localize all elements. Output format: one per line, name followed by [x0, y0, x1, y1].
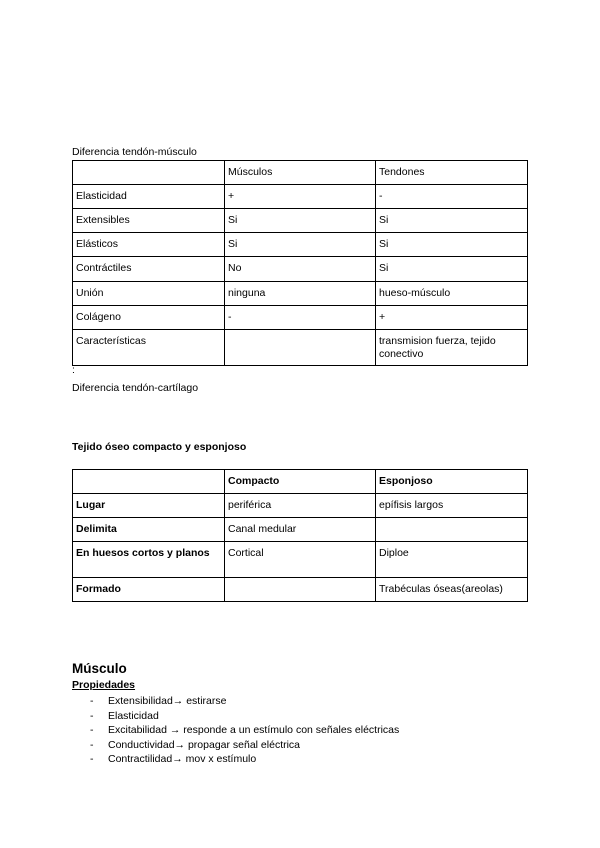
table-row [73, 257, 528, 282]
table-cell: Si [376, 209, 528, 233]
list-item-text: Elasticidad [108, 709, 159, 722]
table-cell: Si [225, 209, 376, 233]
bone-table-title: Tejido óseo compacto y esponjoso [72, 441, 247, 453]
table-cell: - [225, 306, 376, 330]
table-row [73, 306, 528, 330]
table-cell: Si [376, 257, 528, 282]
table-cell: Elásticos [73, 233, 225, 257]
table-cell: Si [376, 233, 528, 257]
table-cell: Diploe [376, 542, 528, 578]
table-header-cell [73, 161, 225, 185]
bone-tissue-table [72, 469, 528, 602]
list-item [72, 694, 399, 709]
table-row [73, 494, 528, 518]
bullet-dash: - [90, 753, 94, 766]
table-cell: Si [225, 233, 376, 257]
table-header-cell: Tendones [376, 161, 528, 185]
table-cell [225, 330, 376, 366]
list-item-text: Contractilidad→ mov x estímulo [108, 753, 257, 766]
table-header-cell [73, 470, 225, 494]
table-row [73, 578, 528, 602]
bullet-dash: - [90, 738, 94, 751]
table-row [73, 233, 528, 257]
table-cell: Elasticidad [73, 185, 225, 209]
properties-list [72, 694, 399, 767]
table-cell: Trabéculas óseas(areolas) [376, 578, 528, 602]
table-header-cell: Músculos [225, 161, 376, 185]
list-item [72, 752, 399, 767]
table-cell: No [225, 257, 376, 282]
table-cell: Colágeno [73, 306, 225, 330]
table-cell: Extensibles [73, 209, 225, 233]
table-cell: + [225, 185, 376, 209]
table-cell: Unión [73, 282, 225, 306]
table-cell: Formado [73, 578, 225, 602]
table-cell: Contráctiles [73, 257, 225, 282]
list-item [72, 723, 399, 738]
table1-title: Diferencia tendón-músculo [72, 146, 197, 158]
colon-mark: : [72, 364, 75, 376]
table-row [73, 282, 528, 306]
table-cell [225, 578, 376, 602]
table-cell: - [376, 185, 528, 209]
bullet-dash: - [90, 724, 94, 737]
table-row [73, 518, 528, 542]
list-item-text: Excitabilidad → responde a un estímulo con señales eléctricas [108, 724, 400, 737]
bullet-dash: - [90, 709, 94, 722]
table-row [73, 185, 528, 209]
table-cell [376, 518, 528, 542]
table-cell: ninguna [225, 282, 376, 306]
table-cell: periférica [225, 494, 376, 518]
table-cell: transmision fuerza, tejido conectivo [376, 330, 528, 366]
bullet-dash: - [90, 695, 94, 707]
table-header-row [73, 470, 528, 494]
table-cell: Cortical [225, 542, 376, 578]
list-item-text: Extensibilidad→ estirarse [108, 695, 227, 707]
table-cell: Canal medular [225, 518, 376, 542]
list-item-text: Conductividad→ propagar señal eléctrica [108, 738, 301, 751]
table-row [73, 542, 528, 578]
table-cell: Características [73, 330, 225, 366]
table-header-row [73, 161, 528, 185]
section-title: Músculo [72, 661, 127, 676]
table-row [73, 330, 528, 366]
table-cell: En huesos cortos y planos [73, 542, 225, 578]
properties-heading: Propiedades [72, 679, 136, 691]
tendon-muscle-table [72, 160, 528, 366]
table-row [73, 209, 528, 233]
table-header-cell: Esponjoso [376, 470, 528, 494]
table-header-cell: Compacto [225, 470, 376, 494]
table-cell: + [376, 306, 528, 330]
cartilage-title: Diferencia tendón-cartílago [72, 382, 199, 394]
list-item [72, 709, 399, 724]
list-item [72, 738, 399, 753]
table-cell: Lugar [73, 494, 225, 518]
table-cell: hueso-músculo [376, 282, 528, 306]
table-cell: Delimita [73, 518, 225, 542]
table-cell: epífisis largos [376, 494, 528, 518]
